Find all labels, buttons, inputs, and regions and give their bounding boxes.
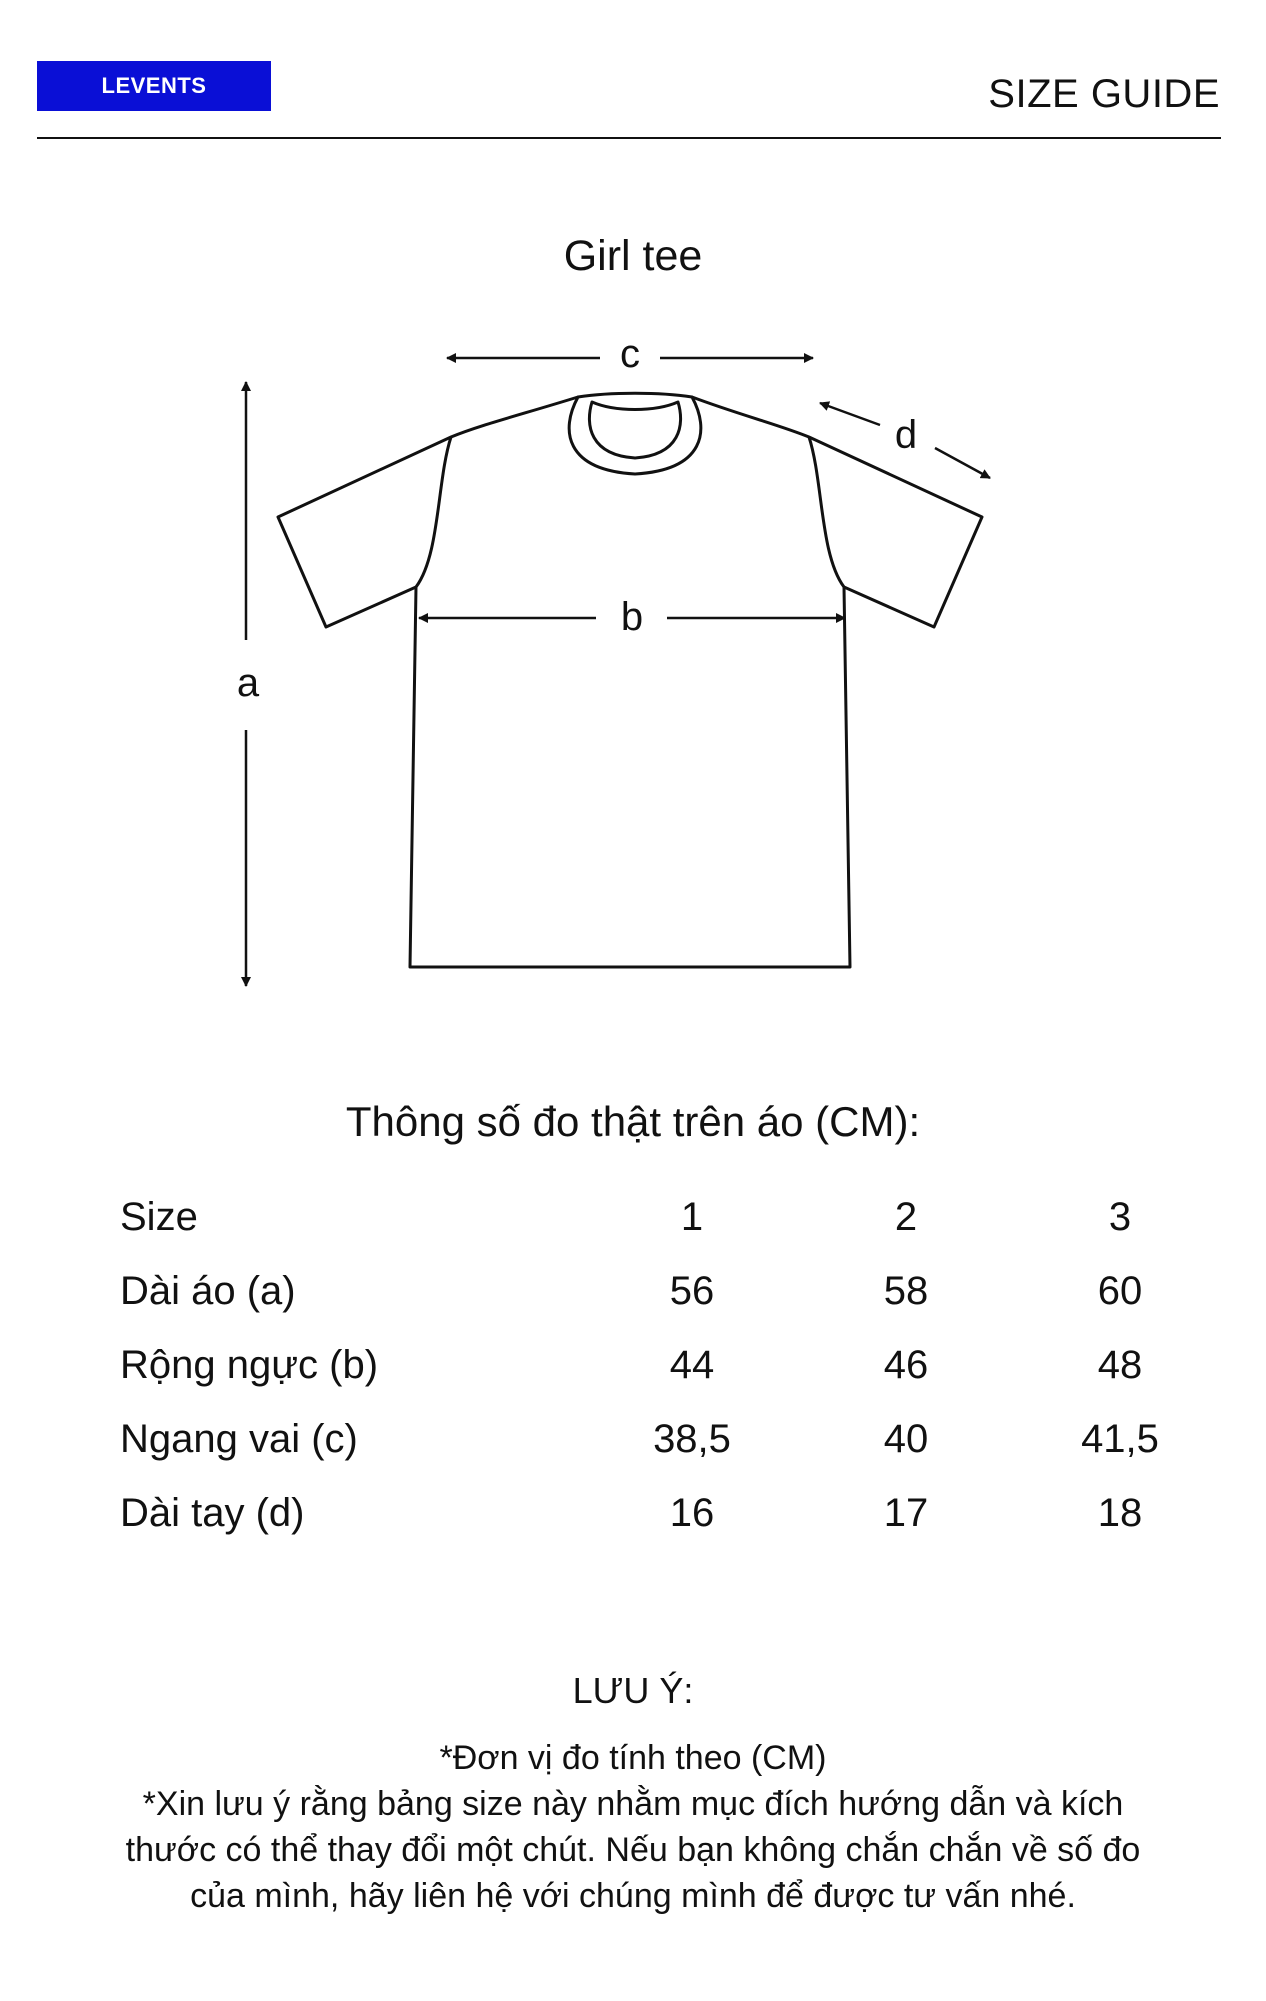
brand-name: LEVENTS <box>101 73 207 98</box>
measure-arrows <box>246 358 990 986</box>
table-row <box>120 1402 1227 1476</box>
row-label: Rộng ngực (b) <box>120 1342 379 1387</box>
table-cell: 46 <box>883 1342 929 1387</box>
label-c: c <box>620 332 640 376</box>
table-cell: 38,5 <box>653 1416 731 1461</box>
table-cell: 17 <box>883 1490 929 1535</box>
table-cell: 40 <box>883 1416 929 1461</box>
brand-logo <box>37 61 271 111</box>
row-label: Dài tay (d) <box>120 1490 305 1535</box>
note-line: thước có thể thay đổi một chút. Nếu bạn không chắn chắn về số đo <box>125 1831 1141 1869</box>
table-header-row <box>120 1180 1227 1254</box>
table-title: Thông số đo thật trên áo (CM): <box>345 1098 921 1145</box>
table-cell: 58 <box>883 1268 929 1313</box>
label-b: b <box>620 595 644 639</box>
table-cell: 44 <box>669 1342 715 1387</box>
table-cell: 16 <box>669 1490 715 1535</box>
row-label: Dài áo (a) <box>120 1268 296 1313</box>
label-d: d <box>894 413 918 457</box>
table-row <box>120 1476 1227 1550</box>
size-table <box>120 1180 1227 1550</box>
header-divider <box>37 137 1221 139</box>
table-row <box>120 1254 1227 1328</box>
header-cell: 1 <box>680 1194 704 1239</box>
header-cell: 3 <box>1108 1194 1132 1239</box>
note-line: *Đơn vị đo tính theo (CM) <box>439 1739 827 1777</box>
arrow-d-upper <box>820 403 880 425</box>
table-cell: 60 <box>1097 1268 1143 1313</box>
label-a: a <box>236 661 260 705</box>
table-row <box>120 1328 1227 1402</box>
notes-block <box>80 1735 1186 1919</box>
table-cell: 56 <box>669 1268 715 1313</box>
doc-title: SIZE GUIDE <box>988 72 1220 116</box>
note-line: *Xin lưu ý rằng bảng size này nhằm mục đích hướng dẫn và kích <box>142 1785 1124 1823</box>
tshirt-outline-icon <box>278 393 982 967</box>
arrow-d-lower <box>935 448 990 478</box>
notes-title: LƯU Ý: <box>572 1670 694 1711</box>
header-cell: 2 <box>894 1194 918 1239</box>
tshirt-measurement-diagram <box>0 300 1266 1000</box>
table-cell: 41,5 <box>1081 1416 1159 1461</box>
table-cell: 48 <box>1097 1342 1143 1387</box>
product-title: Girl tee <box>563 232 703 280</box>
row-label: Ngang vai (c) <box>120 1416 358 1461</box>
table-cell: 18 <box>1097 1490 1143 1535</box>
note-line: của mình, hãy liên hệ với chúng mình để được tư vấn nhé. <box>190 1877 1076 1915</box>
header-cell: Size <box>120 1194 198 1239</box>
